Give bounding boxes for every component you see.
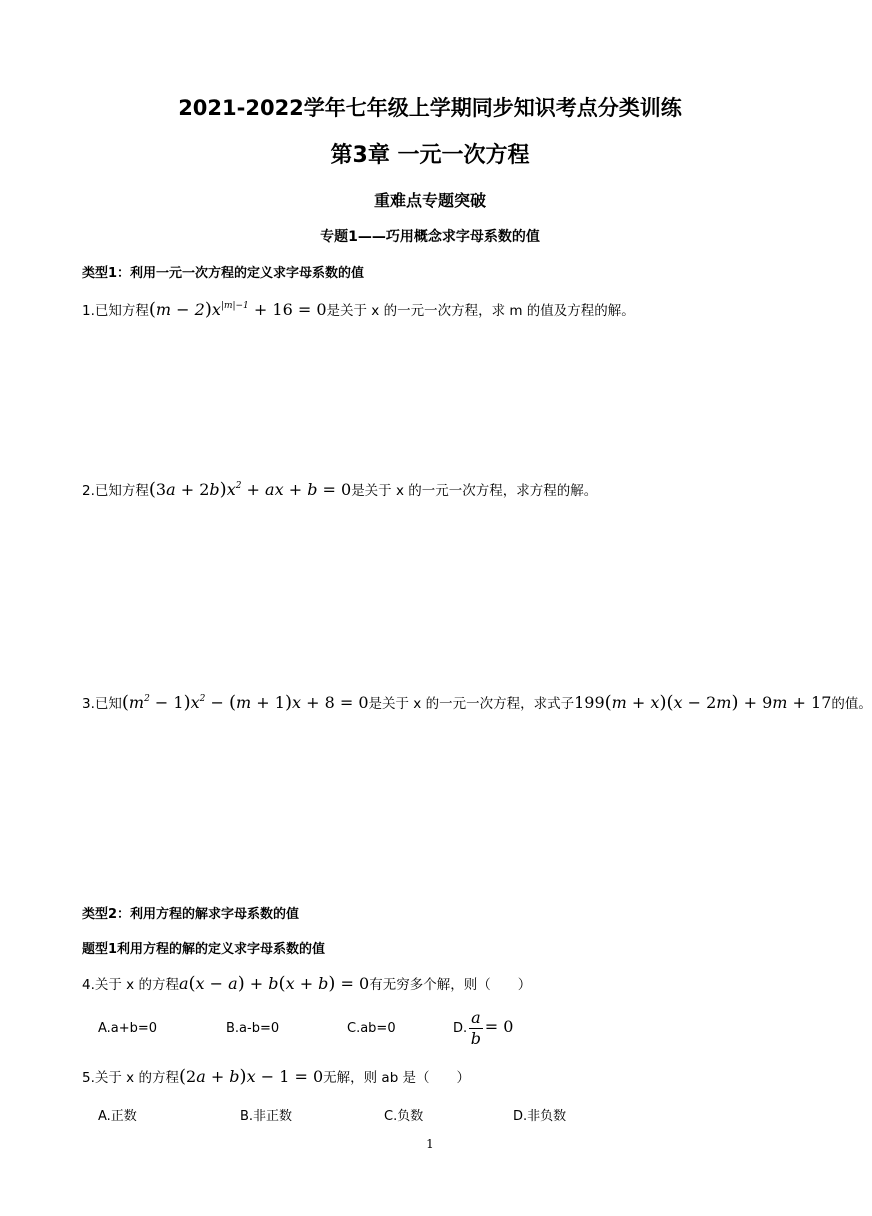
option-d: D.非负数: [513, 1109, 567, 1124]
option-d-label: D.: [453, 1021, 468, 1036]
question-3: [82, 692, 872, 713]
document-title: 2021-2022学年七年级上学期同步知识考点分类训练: [178, 96, 682, 120]
question-text-pre: 已知方程: [94, 303, 149, 319]
question-4: [82, 973, 531, 994]
question-number: 5.: [82, 1070, 95, 1086]
equation-formula: a(x − a) + b(x + b) = 0: [178, 973, 370, 994]
question-text-pre: 已知方程: [94, 483, 149, 499]
option-a: A.a+b=0: [98, 1021, 158, 1036]
equation-formula: $(3a + 2b)x^2$ + ax + b = 0: [148, 479, 352, 500]
question-text-post: 的值。: [831, 696, 872, 712]
question-number: 2.: [82, 483, 95, 499]
option-d: [453, 1010, 513, 1047]
option-c: C.负数: [384, 1109, 424, 1124]
page-number: 1: [426, 1137, 434, 1151]
question-1: [82, 299, 635, 320]
type2-heading: 类型2：利用方程的解求字母系数的值: [82, 907, 300, 922]
question-text-post: 无解，则 ab 是（ ）: [323, 1070, 471, 1086]
option-b: B.非正数: [240, 1109, 293, 1124]
type2-subheading: 题型1利用方程的解的定义求字母系数的值: [82, 942, 326, 957]
question-text-pre: 关于 x 的方程: [94, 1070, 179, 1086]
equation-formula: $(m - 2)x^{|m|-1} + 16 = 0$: [148, 299, 327, 320]
question-5: [82, 1066, 470, 1087]
section-title: 重难点专题突破: [373, 191, 486, 210]
question-number: 4.: [82, 977, 95, 993]
expression-formula: 199(m + x)(x − 2m) + 9m + 17: [574, 692, 832, 713]
question-text-post: 是关于 x 的一元一次方程，求方程的解。: [351, 483, 598, 499]
fraction-a-over-b: $\frac{a}{b}$: [470, 1008, 482, 1048]
question-2: [82, 479, 597, 500]
option-a: A.正数: [98, 1109, 137, 1124]
question-text-pre: 已知: [94, 696, 122, 712]
question-number: 3.: [82, 696, 95, 712]
question-text-mid: 是关于 x 的一元一次方程，求式子: [368, 696, 575, 712]
option-b: B.a-b=0: [226, 1021, 280, 1036]
equation-formula: $(m^2 - 1)x^2 - (m + 1)x + 8 = 0$: [121, 692, 369, 713]
topic-title: 专题1——巧用概念求字母系数的值: [320, 229, 540, 245]
question-text-post: 是关于 x 的一元一次方程，求 m 的值及方程的解。: [326, 303, 635, 319]
fraction-equals-zero: = 0: [484, 1017, 514, 1036]
chapter-title: 第3章 一元一次方程: [330, 143, 530, 168]
type1-heading: 类型1：利用一元一次方程的定义求字母系数的值: [82, 266, 365, 281]
question-text-pre: 关于 x 的方程: [94, 977, 179, 993]
question-number: 1.: [82, 303, 95, 319]
equation-formula: (2a + b)x − 1 = 0: [178, 1066, 324, 1087]
question-text-post: 有无穷多个解，则（ ）: [369, 977, 532, 993]
option-c: C.ab=0: [347, 1021, 396, 1036]
